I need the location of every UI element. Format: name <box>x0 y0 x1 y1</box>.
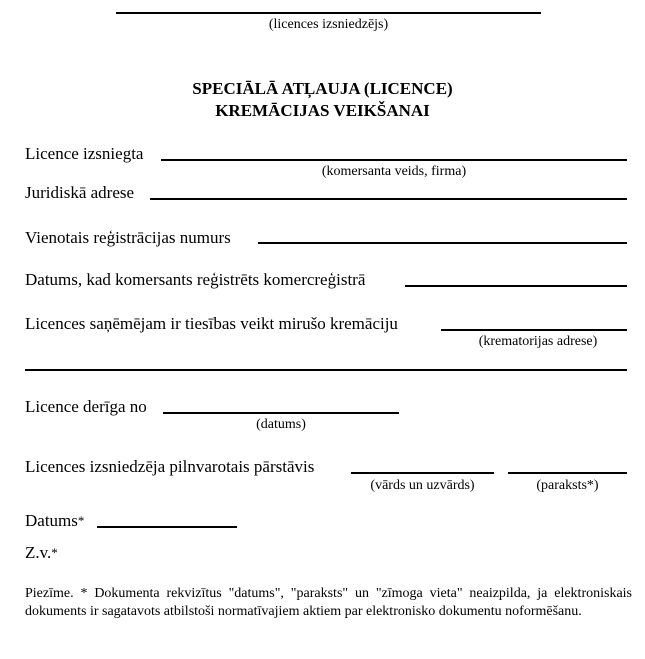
reg-number-label: Vienotais reģistrācijas numurs <box>25 228 231 247</box>
seal-star: * <box>51 545 58 560</box>
issuer-line[interactable] <box>116 12 541 14</box>
document-title-line1: SPECIĀLĀ ATĻAUJA (LICENCE) <box>192 79 453 98</box>
issued-to-line[interactable] <box>161 159 627 161</box>
cremation-label: Licences saņēmējam ir tiesības veikt mirušo kremāciju <box>25 314 398 333</box>
signature-line[interactable] <box>508 472 627 474</box>
reg-number-line[interactable] <box>258 242 627 244</box>
reg-date-line[interactable] <box>405 285 627 287</box>
cremation-line[interactable] <box>441 329 627 331</box>
representative-name-line[interactable] <box>351 472 494 474</box>
representative-name-caption: (vārds un uzvārds) <box>370 478 475 493</box>
legal-address-label: Juridiskā adrese <box>25 183 135 202</box>
reg-date-label: Datums, kad komersants reģistrēts komercreģistrā <box>25 270 366 289</box>
valid-from-line[interactable] <box>163 412 399 414</box>
date-label <box>25 511 84 531</box>
legal-address-line[interactable] <box>150 198 627 200</box>
issued-to-caption: (komersanta veids, firma) <box>321 164 467 179</box>
issuer-caption: (licences izsniedzējs) <box>268 17 389 32</box>
cremation-line-2[interactable] <box>25 369 627 371</box>
document-title-line2: KREMĀCIJAS VEIKŠANAI <box>215 101 430 120</box>
issued-to-label: Licence izsniegta <box>25 144 144 163</box>
seal-label <box>25 543 58 563</box>
representative-label: Licences izsniedzēja pilnvarotais pārstāvis <box>25 457 315 476</box>
footnote: Piezīme. * Dokumenta rekvizītus "datums", "paraksts" un "zīmoga vieta" neaizpilda, ja elektroniskais dokuments ir sagatavots atbilstoši normatīvajiem aktiem par elektronisko dokumentu noformēšanu. <box>25 586 632 619</box>
valid-from-label: Licence derīga no <box>25 397 147 416</box>
signature-caption: (paraksts*) <box>536 478 599 493</box>
date-star: * <box>77 513 85 528</box>
valid-from-caption: (datums) <box>256 417 306 432</box>
date-line[interactable] <box>97 526 237 528</box>
date-label-text: Datums <box>25 511 78 530</box>
seal-label-text: Z.v. <box>25 543 52 562</box>
cremation-caption: (krematorijas adrese) <box>478 334 598 349</box>
